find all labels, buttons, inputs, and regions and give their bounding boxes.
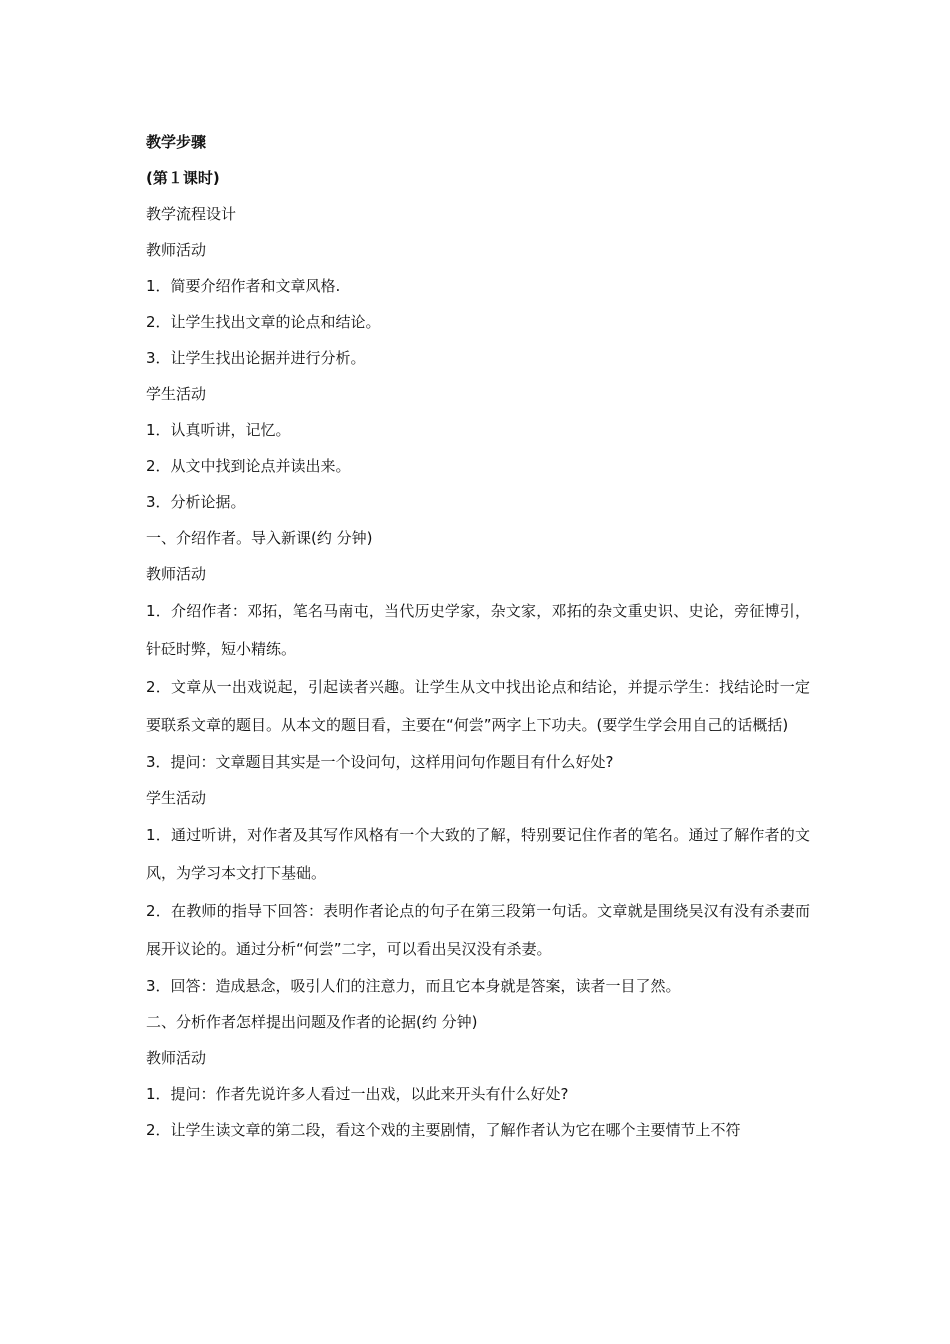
section1-title: 一、介绍作者。导入新课(约 分钟) <box>146 529 373 547</box>
student-item: 3．分析论据。 <box>146 493 246 511</box>
section1-teacher-item: 2．文章从一出戏说起，引起读者兴趣。让学生从文中找出论点和结论，并提示学生：找结论时一定要联系文章的题目。从本文的题目看，主要在“何尝”两字上下功夫。(要学生学会用自己的话概括) <box>146 678 810 734</box>
section2-teacher-label: 教师活动 <box>146 1049 207 1067</box>
section1-teacher-item: 1．介绍作者：邓拓，笔名马南屯，当代历史学家，杂文家，邓拓的杂文重史识、史论，旁征博引，针砭时弊，短小精练。 <box>146 602 810 658</box>
heading-teaching-steps: 教学步骤 <box>146 133 207 151</box>
section2-teacher-item: 1．提问：作者先说许多人看过一出戏，以此来开头有什么好处? <box>146 1085 569 1103</box>
lesson-period: (第１课时) <box>146 169 220 187</box>
student-item: 2．从文中找到论点并读出来。 <box>146 457 351 475</box>
section1-student-label: 学生活动 <box>146 789 207 807</box>
section1-teacher-label: 教师活动 <box>146 565 207 583</box>
student-item: 1．认真听讲，记忆。 <box>146 421 291 439</box>
document-page <box>146 124 810 1148</box>
flow-title: 教学流程设计 <box>146 205 237 223</box>
teacher-item: 3．让学生找出论据并进行分析。 <box>146 349 366 367</box>
student-activity-label: 学生活动 <box>146 385 207 403</box>
teacher-item: 1．简要介绍作者和文章风格. <box>146 277 341 295</box>
teacher-activity-label: 教师活动 <box>146 241 207 259</box>
section2-teacher-item: 2．让学生读文章的第二段，看这个戏的主要剧情，了解作者认为它在哪个主要情节上不符 <box>146 1121 741 1139</box>
teacher-item: 2．让学生找出文章的论点和结论。 <box>146 313 381 331</box>
section2-title: 二、分析作者怎样提出问题及作者的论据(约 分钟) <box>146 1013 478 1031</box>
section1-teacher-item: 3．提问：文章题目其实是一个设问句，这样用问句作题目有什么好处? <box>146 753 614 771</box>
section1-student-item: 3．回答：造成悬念，吸引人们的注意力，而且它本身就是答案，读者一目了然。 <box>146 977 681 995</box>
section1-student-item: 2．在教师的指导下回答：表明作者论点的句子在第三段第一句话。文章就是围绕吴汉有没有杀妻而展开议论的。通过分析“何尝”二字，可以看出吴汉没有杀妻。 <box>146 902 810 958</box>
section1-student-item: 1．通过听讲，对作者及其写作风格有一个大致的了解，特别要记住作者的笔名。通过了解作者的文风，为学习本文打下基础。 <box>146 826 810 882</box>
